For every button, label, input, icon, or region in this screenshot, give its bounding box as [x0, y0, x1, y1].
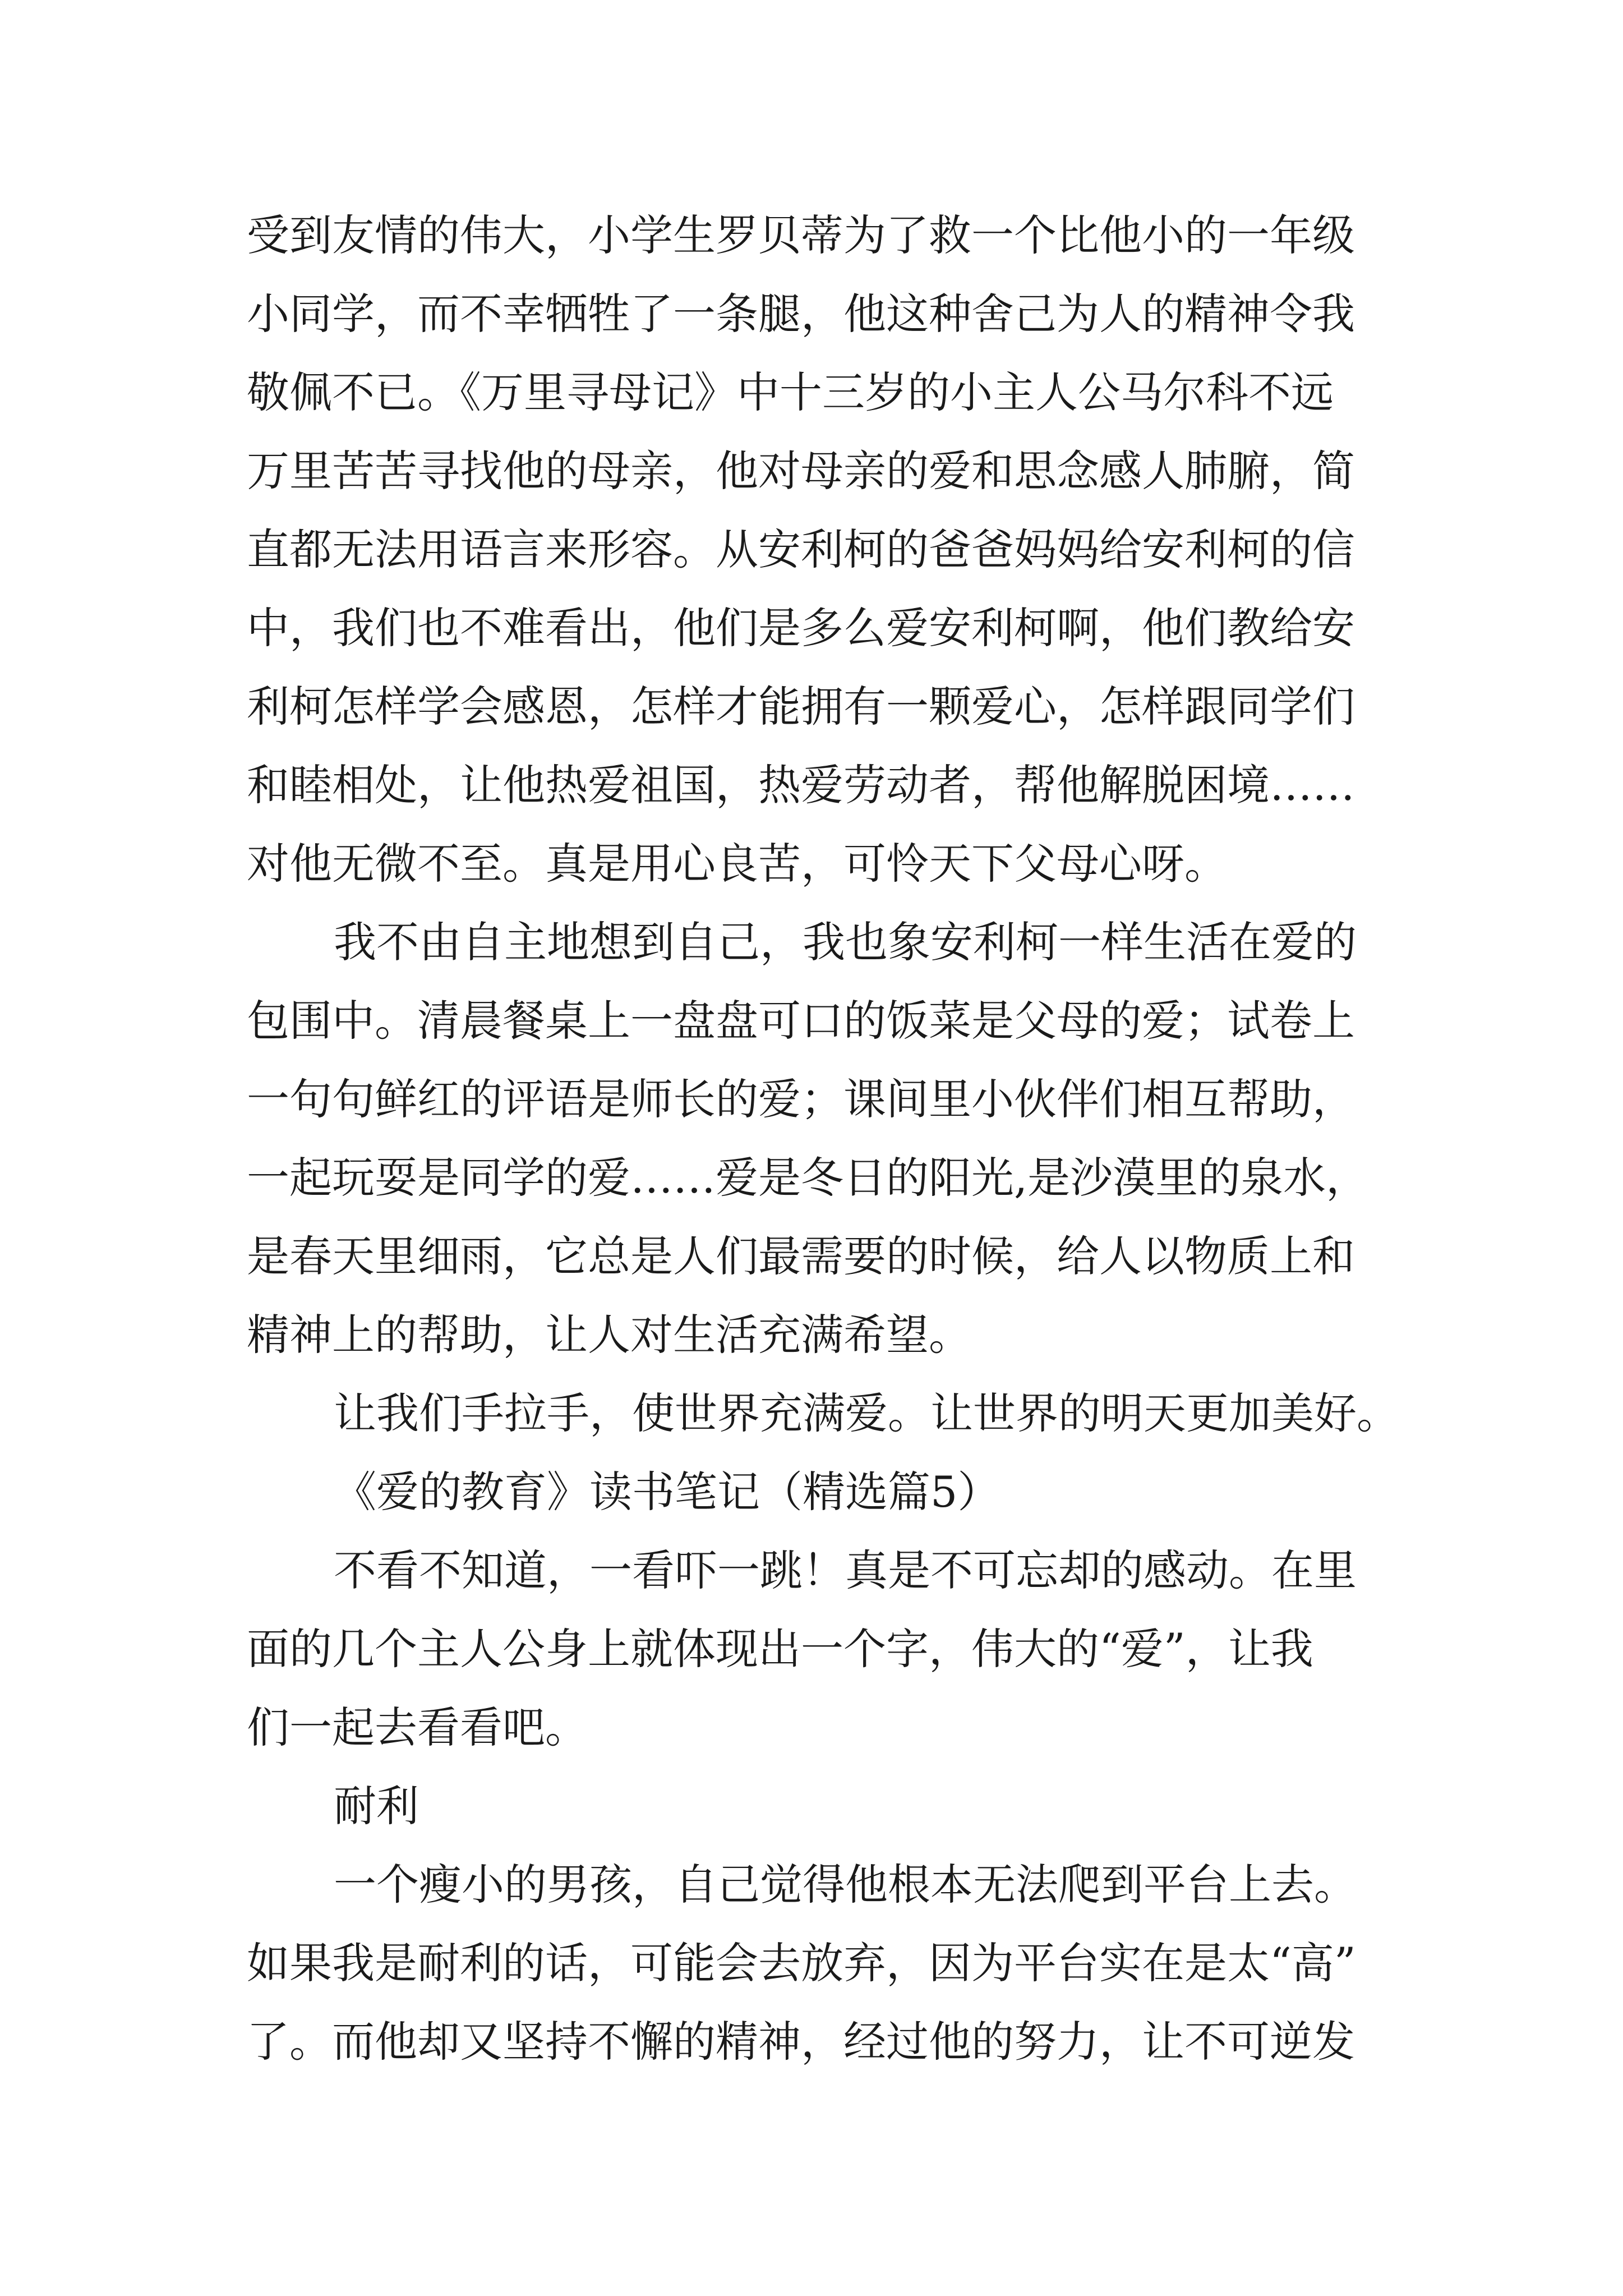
subheading: 耐利: [334, 1781, 419, 1831]
paragraph-line: 敬佩不已。《万里寻母记》中十三岁的小主人公马尔科不远: [247, 367, 1334, 417]
paragraph-line: 一起玩耍是同学的爱……爱是冬日的阳光,是沙漠里的泉水，: [247, 1153, 1369, 1203]
paragraph-line: 如果我是耐利的话，可能会去放弃，因为平台实在是太“高”: [247, 1938, 1356, 1988]
paragraph-line: 面的几个主人公身上就体现出一个字，伟大的“爱”，让我: [247, 1624, 1313, 1674]
paragraph-line: 们一起去看看吧。: [247, 1703, 588, 1752]
paragraph-line: 和睦相处，让他热爱祖国，热爱劳动者，帮他解脱困境……: [247, 760, 1355, 810]
paragraph-line: 让我们手拉手，使世界充满爱。让世界的明天更加美好。: [334, 1388, 1399, 1438]
paragraph-line: 受到友情的伟大，小学生罗贝蒂为了救一个比他小的一年级: [247, 210, 1355, 260]
paragraph-line: 不看不知道，一看吓一跳！真是不可忘却的感动。在里: [334, 1545, 1357, 1595]
paragraph-line: 了。而他却又坚持不懈的精神，经过他的努力，让不可逆发: [247, 2017, 1355, 2067]
section-heading: 《爱的教育》读书笔记（精选篇5）: [334, 1467, 1000, 1517]
paragraph-line: 是春天里细雨，它总是人们最需要的时候，给人以物质上和: [247, 1231, 1355, 1281]
paragraph-line: 中，我们也不难看出，他们是多么爱安利柯啊，他们教给安: [247, 603, 1355, 653]
paragraph-line: 对他无微不至。真是用心良苦，可怜天下父母心呀。: [247, 839, 1227, 889]
paragraph-line: 一个瘦小的男孩，自己觉得他根本无法爬到平台上去。: [334, 1860, 1357, 1910]
paragraph-line: 直都无法用语言来形容。从安利柯的爸爸妈妈给安利柯的信: [247, 524, 1355, 574]
paragraph-line: 万里苦苦寻找他的母亲，他对母亲的爱和思念感人肺腑，简: [247, 446, 1355, 496]
paragraph-line: 利柯怎样学会感恩，怎样才能拥有一颗爱心，怎样跟同学们: [247, 682, 1355, 731]
paragraph-line: 精神上的帮助，让人对生活充满希望。: [247, 1310, 971, 1360]
paragraph-line: 小同学，而不幸牺牲了一条腿，他这种舍己为人的精神令我: [247, 289, 1355, 339]
paragraph-line: 包围中。清晨餐桌上一盘盘可口的饭菜是父母的爱；试卷上: [247, 996, 1355, 1046]
paragraph-line: 一句句鲜红的评语是师长的爱；课间里小伙伴们相互帮助，: [247, 1074, 1355, 1124]
paragraph-line: 我不由自主地想到自己，我也象安利柯一样生活在爱的: [334, 917, 1357, 967]
